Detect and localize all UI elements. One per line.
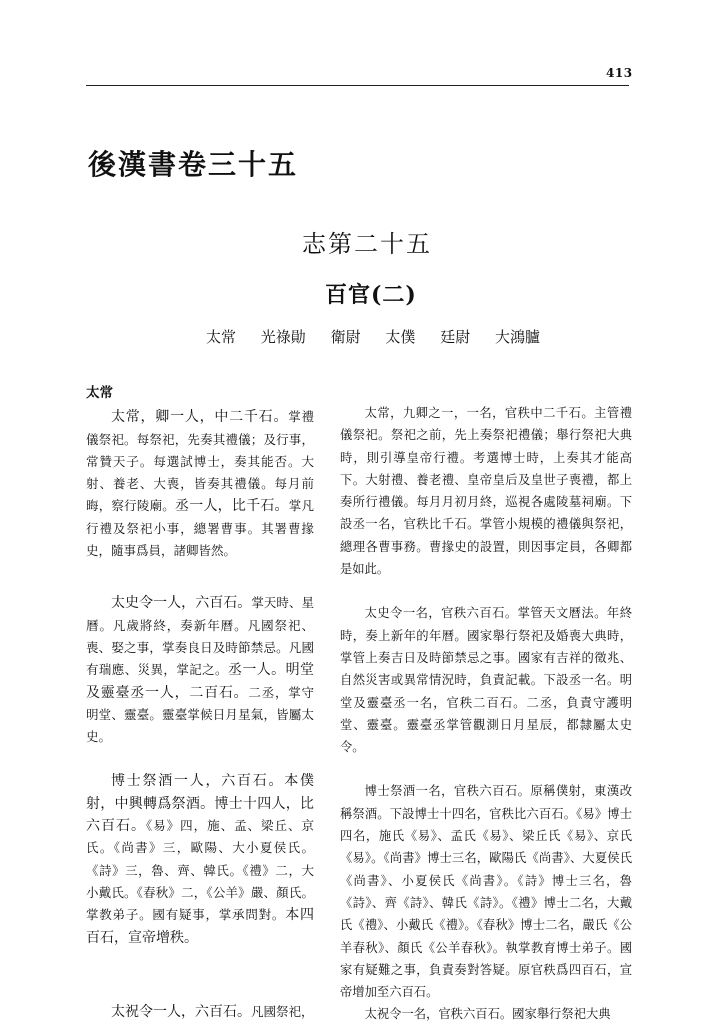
top-rule <box>86 85 629 86</box>
office-item: 太僕 <box>385 328 416 346</box>
main-text: 本四百石，宣帝增秩。 <box>86 907 314 946</box>
annotation-text: 凡國祭祀， <box>251 1003 314 1019</box>
annotation-text: 掌天時、星曆。凡歲將終，奏新年曆。凡國祭祀、喪、娶之事，掌奏良日及時節禁忌。凡國有瑞應、災異，掌記之。 <box>86 595 314 678</box>
main-text: 博士祭酒一人，六百石。本僕射，中興轉爲祭酒。博士十四人，比六百石。 <box>86 773 314 835</box>
office-list <box>206 326 560 347</box>
office-item: 大鴻臚 <box>494 328 540 346</box>
right-paragraph-3: 博士祭酒一名，官秩六百石。原稱僕射，東漢改稱祭酒。下設博士十四名，官秩比六百石。《易》博士四名，施氏《易》、孟氏《易》、梁丘氏《易》、京氏《易》。《尚書》博士三名，歐陽氏《尚書》、大夏侯氏《尚書》、小夏侯氏《尚書》。《詩》博士三名，魯《詩》、齊《詩》、韓氏《詩》。《禮》博士二名，大戴氏《禮》、小戴氏《禮》。《春秋》博士二名，嚴氏《公羊春秋》、顏氏《公羊春秋》。執掌教育博士弟子。國家有疑難之事，負責奏對答疑。原官秩爲四百石，宣帝增加至六百石。 <box>340 784 632 1000</box>
treatise-title: 志第二十五 <box>302 230 432 258</box>
main-text: 丞一人，比千石。 <box>175 498 289 515</box>
section-heading: 太常 <box>86 385 113 401</box>
annotation-text: 二丞，掌守明堂、靈臺。靈臺掌候日月星氣，皆屬太史。 <box>86 684 314 745</box>
main-text: 太史令一人，六百石。 <box>111 595 252 612</box>
main-text: 太常，卿一人，中二千石。 <box>111 409 289 426</box>
left-paragraph-4 <box>86 1001 314 1023</box>
annotation-text: 《易》四，施、孟、梁丘、京氏。《尚書》三，歐陽、大小夏侯氏。《詩》三，魯、齊、韓氏。《禮》二，大小戴氏。《春秋》二，《公羊》嚴、顏氏。掌教弟子。國有疑事，掌承問對。 <box>86 818 314 923</box>
left-paragraph-2 <box>86 592 314 748</box>
main-text: 太祝令一人，六百石。 <box>111 1003 251 1020</box>
office-item: 太常 <box>206 328 237 346</box>
right-paragraph-1: 太常，九卿之一，一名，官秩中二千石。主管禮儀祭祀。祭祀之前，先上奏祭祀禮儀；舉行祭祀大典時，則引導皇帝行禮。考選博士時，上奏其才能高下。大射禮、養老禮、皇帝皇后及皇世子喪禮，都上奏所行禮儀。每月月初月終，巡視各處陵墓祠廟。下設丞一名，官秩比千石。掌管小規模的禮儀與祭祀，總理各曹事務。曹掾史的設置，則因事定員，各卿都是如此。 <box>340 406 632 577</box>
main-text: 丞一人。明堂及靈臺丞一人，二百石。 <box>86 662 314 701</box>
book-title: 後漢書卷三十五 <box>88 148 299 181</box>
page-number: 413 <box>606 66 633 80</box>
annotation-text: 掌禮儀祭祀。每祭祀，先奏其禮儀；及行事，常贊天子。每選試博士，奏其能否。大射、養老、大喪，皆奏其禮儀。每月前晦，察行陵廟。 <box>86 409 314 514</box>
annotation-text: 掌凡行禮及祭祀小事，總署曹事。其署曹掾史，隨事爲員，諸卿皆然。 <box>86 498 314 559</box>
office-item: 廷尉 <box>440 328 471 346</box>
right-paragraph-4: 太祝令一名，官秩六百石。國家舉行祭祀大典 <box>364 1007 611 1022</box>
right-paragraph-2: 太史令一名，官秩六百石。掌管天文曆法。年終時，奏上新年的年曆。國家舉行祭祀及婚喪大典時，掌管上奏吉日及時節禁忌之事。國家有吉祥的徵兆、自然災害或異常情況時，負責記載。下設丞一名。明堂及靈臺丞一名，官秩二百石。二丞，負責守護明堂、靈臺。靈臺丞掌管觀測日月星辰，都隸屬太史令。 <box>340 606 632 755</box>
left-paragraph-3 <box>86 770 314 948</box>
chapter-title: 百官(二) <box>325 282 417 308</box>
office-item: 光祿勛 <box>260 328 306 346</box>
office-item: 衛尉 <box>330 328 361 346</box>
left-column-original-text <box>86 382 314 1023</box>
right-column-translation <box>340 402 632 1026</box>
left-paragraph-1 <box>86 406 314 562</box>
